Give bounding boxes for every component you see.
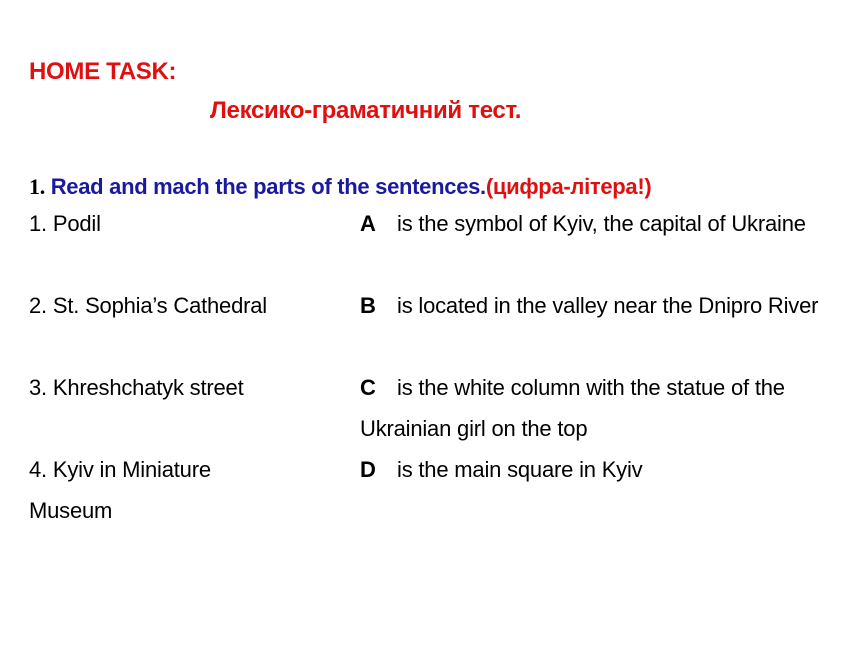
home-task-heading: HOME TASK: [29,58,177,85]
right-item-b-text: is located in the valley near the Dnipro River [397,293,819,318]
instruction-text: Read and mach the parts of the sentences. [44,174,486,199]
right-item-b [360,285,860,326]
left-item-2: 2. St. Sophia’s Cathedral [29,293,267,318]
left-item-3: 3. Khreshchatyk street [29,375,244,400]
left-item-4: 4. Kyiv in Miniature Museum [29,457,211,523]
test-subtitle: Лексико-граматичний тест. [210,97,522,124]
letter-b: B [360,293,376,318]
task-number: 1. [29,174,45,199]
letter-d: D [360,457,376,482]
task-instruction [29,174,651,200]
instruction-note: (цифра-літера!) [485,174,652,199]
left-item-1: 1. Podil [29,211,101,236]
right-item-c-text: is the white column with the statue of the Ukrainian girl on the top [360,375,785,441]
right-item-d [360,449,860,490]
right-item-d-text: is the main square in Kyiv [397,457,643,482]
right-item-a [360,203,830,244]
right-item-a-text: is the symbol of Kyiv, the capital of Ukraine [397,211,806,236]
letter-a: A [360,211,376,236]
letter-c: C [360,375,376,400]
right-item-c [360,367,860,449]
